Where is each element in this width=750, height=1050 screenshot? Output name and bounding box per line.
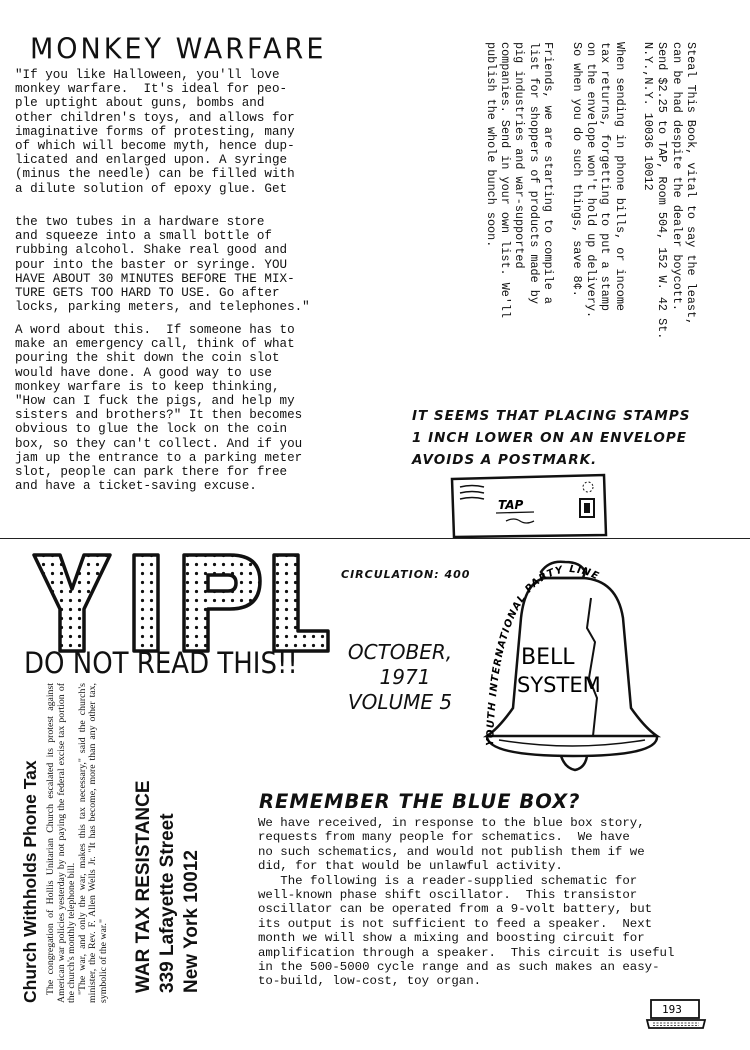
clipping-headline: Church Withholds Phone Tax <box>20 760 40 1003</box>
stamp-note-line-2: 1 INCH LOWER ON AN ENVELOPE <box>412 430 687 446</box>
bell-arc-textpath: YOUTH INTERNATIONAL PARTY LINE <box>485 563 602 747</box>
envelope-label: TAP <box>498 498 524 512</box>
tax-clipping <box>20 683 204 1003</box>
blue-box-title: REMEMBER THE BLUE BOX? <box>259 790 581 813</box>
monkey-warfare-title: MONKEY WARFARE <box>30 33 327 66</box>
monkey-warfare-paragraph-3: A word about this. If someone has to make an emergency call, think of what pouring the shit down the coin slot would have done. A good way to use monkey warfare is to keep thinking, "How can I fuck the pigs, and help my sisters and brothers?" It then becomes obvious to glue the lock on the coin box, so they can't collect. And if you jam up the entrance to a parking meter slot, people can park there for free and have a ticket-saving excuse. <box>15 323 303 494</box>
org-city: New York 10012 <box>180 850 202 993</box>
monkey-warfare-paragraph-1: "If you like Halloween, you'll love monkey warfare. It's ideal for peo- ple uptight about guns, bombs and other children's toys, and allows for imaginative forms of protesting, many of which will become myth, hence dup- licated and enlarged upon. A syringe (minus the needle) can be filled with a dilute solution of epoxy glue. Get <box>15 68 295 196</box>
page-number: 193 <box>662 1003 682 1016</box>
envelope-illustration <box>448 471 610 541</box>
org-street: 339 Lafayette Street <box>156 813 178 993</box>
tax-clipping-area <box>20 683 260 1003</box>
issue-year: 1971 <box>379 665 431 689</box>
issue-volume: VOLUME 5 <box>347 690 453 714</box>
circulation-count: CIRCULATION: 400 <box>341 568 471 581</box>
war-tax-resistance-address <box>132 683 204 1003</box>
clipping-paragraph-1: The congregation of Hollis Unitarian Church escalated its protest against American war policies yesterday by not paying the federal excise tax portion of the church's monthly telephone bill. <box>45 683 78 1003</box>
cracked-bell-illustration <box>465 558 675 778</box>
yipl-logo-text: YIPL <box>30 551 33 552</box>
issue-month: OCTOBER, <box>347 640 453 664</box>
rotated-notices-column <box>453 42 698 340</box>
stamp-note-line-3: AVOIDS A POSTMARK. <box>412 452 598 468</box>
clipping-paragraph-2: "The war, and only the war, makes this tax necessary," said the church's minister, the Rev. F. Allen Wells Jr. "It has become, more than any other tax, symbolic of the war." <box>76 683 109 1003</box>
do-not-read-heading: DO NOT READ THIS!! <box>24 647 298 681</box>
rotated-notices-text: Steal This Book, vital to say the least, can be had despite the dealer boycott. Send $2.25 to TAP, Room 504, 152 W. 42 St. N.Y.,N.Y. 10036 10012 When sending in phone bills, or income tax returns, forgetting to put a stamp on the envelope won't hold up delivery. So when you do such things, save 8¢. Friends, we are starting to compile a list for shoppers of products made by pig industries and war-supported companies. Send in your own list. We'll publish the whole bunch soon. <box>483 42 698 340</box>
issue-date-block <box>340 640 460 715</box>
bell-word-1: BELL <box>521 645 575 670</box>
blue-box-body: We have received, in response to the blue box story, requests from many people for schematics. We have no such schematics, and would not publish them if we did, for that would be unlawful activity. The following is a reader-supplied schematic for well-known phase shift oscillator. This transistor oscillator can be operated from a 9-volt battery, but its output is not sufficient to feed a speaker. Next month we will show a mixing and boosting circuit for amplification through a speaker. This circuit is useful in the 500-5000 cycle range and as such makes an easy- to-build, low-cost, toy organ. <box>258 816 675 989</box>
stamp-note-line-1: IT SEEMS THAT PLACING STAMPS <box>412 408 691 424</box>
section-divider <box>0 538 750 539</box>
bell-word-2: SYSTEM <box>517 673 601 697</box>
org-name: WAR TAX RESISTANCE <box>132 780 154 993</box>
yipl-logo <box>30 551 330 655</box>
stamp-postmark-note <box>412 405 690 471</box>
page-number-terminal <box>645 998 707 1030</box>
clipping-body <box>46 683 110 1003</box>
monkey-warfare-paragraph-2: the two tubes in a hardware store and squeeze into a small bottle of rubbing alcohol. Shake real good and pour into the baster or syringe. YOU HAVE ABOUT 30 MINUTES BEFORE THE MIX- TURE GETS TOO HARD TO USE. Go after locks, parking meters, and telephones." <box>15 215 310 315</box>
